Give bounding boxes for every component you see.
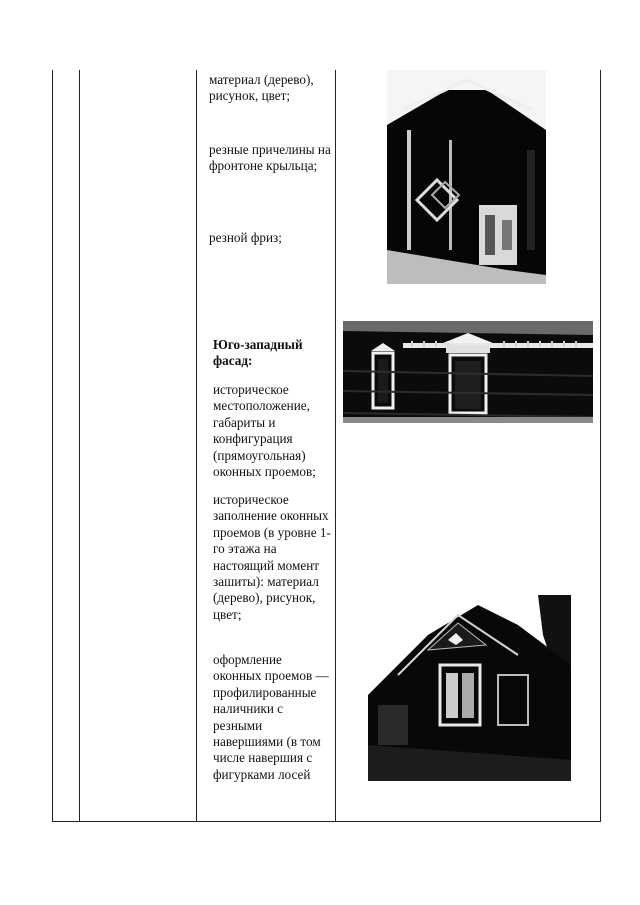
windows-location-text: историческое местоположение, габариты и конфигурация (прямоугольная) оконных проемов; — [213, 382, 316, 480]
windows-filling-text: историческое заполнение оконных проемов (в уровне 1-го этажа на настоящий момент зашиты): материал (дерево), рисунок, цвет; — [213, 492, 331, 622]
table-border-right — [600, 70, 601, 822]
bargeboards-text: резные причелины на фронтоне крыльца; — [209, 142, 331, 174]
section-heading: Юго-западный фасад: — [213, 337, 303, 369]
table-bottom-border — [52, 821, 600, 822]
table-column-divider-3 — [335, 70, 336, 822]
table-column-divider-2 — [196, 70, 197, 822]
material-text: материал (дерево), рисунок, цвет; — [209, 72, 314, 104]
porch-photo — [387, 70, 546, 284]
table-border-left — [52, 70, 53, 822]
windows-decoration-text: оформление оконных проемов — профилированные наличники с резными навершиями (в том числе навершия с фигурками лосей — [213, 652, 329, 782]
house-corner-photo — [368, 595, 571, 781]
facade-windows-photo — [343, 321, 593, 423]
frieze-text: резной фриз; — [209, 230, 282, 245]
table-column-divider-1 — [79, 70, 80, 822]
